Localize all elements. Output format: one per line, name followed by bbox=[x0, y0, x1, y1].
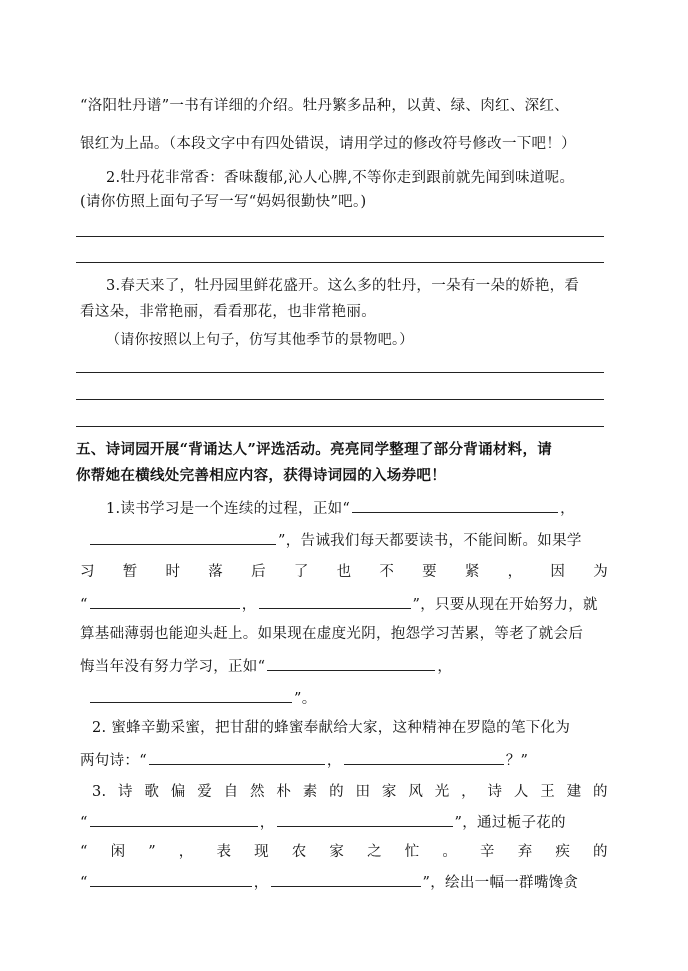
s5q2-text-end: ？” bbox=[505, 753, 529, 769]
s5q3-char: 王 bbox=[540, 784, 556, 800]
s5q3-char: 闲 bbox=[110, 844, 126, 860]
s5q1-line-3 bbox=[80, 562, 608, 582]
s5q1-char: 要 bbox=[422, 564, 437, 580]
s5q2-prompt: 2. 蜜蜂辛勤采蜜，把甘甜的蜂蜜奉献给大家，这种精神在罗隐的笔下化为 bbox=[92, 720, 571, 736]
s5q1-blank-3[interactable] bbox=[90, 594, 240, 609]
s5q3-char: 朴 bbox=[276, 784, 292, 800]
s5q1-blank-4[interactable] bbox=[259, 594, 411, 609]
s5q3-char: “ bbox=[80, 844, 88, 860]
q3-prompt-line-2: 看这朵，非常艳丽，看看那花，也非常艳丽。 bbox=[80, 304, 376, 320]
s5q1-comma: ， bbox=[241, 597, 257, 613]
s5q1-char: 因 bbox=[550, 564, 566, 580]
q3-answer-line-2[interactable] bbox=[76, 399, 604, 400]
s5q1-char: 了 bbox=[293, 564, 309, 580]
s5q1-blank-5[interactable] bbox=[267, 656, 435, 671]
s5q3-char: ， bbox=[178, 844, 194, 860]
q3-instruction: （请你按照以上句子，仿写其他季节的景物吧。） bbox=[106, 332, 414, 348]
s5q1-char: 也 bbox=[336, 564, 352, 580]
s5q3-char: 的 bbox=[593, 784, 608, 800]
s5q3-comma-2: ， bbox=[253, 875, 269, 891]
s5q1-line-4 bbox=[80, 594, 598, 615]
s5q1-blank-1[interactable] bbox=[352, 498, 558, 513]
s5q3-open-quote-2: “ bbox=[80, 875, 88, 891]
s5q3-char: 疾 bbox=[555, 844, 571, 860]
s5q3-char: 自 bbox=[223, 784, 239, 800]
s5q3-char: 素 bbox=[302, 784, 318, 800]
s5q1-blank-2[interactable] bbox=[90, 530, 276, 545]
s5q1-text-a: 1.读书学习是一个连续的过程，正如“ bbox=[106, 501, 351, 517]
s5q3-char: 建 bbox=[566, 784, 582, 800]
s5q1-char: 后 bbox=[251, 564, 266, 580]
s5q3-char: 忙 bbox=[404, 844, 420, 860]
s5q1-char: 为 bbox=[593, 564, 608, 580]
s5q1-line-5: 算基础薄弱也能迎头赶上。如果现在虚度光阴，抱怨学习苦累，等老了就会后 bbox=[80, 626, 584, 642]
s5q3-char: 光 bbox=[434, 784, 450, 800]
s5q2-blank-2[interactable] bbox=[344, 750, 504, 765]
s5q3-char: 田 bbox=[355, 784, 371, 800]
s5q3-comma: ， bbox=[259, 815, 275, 831]
s5q3-char: ， bbox=[461, 784, 476, 800]
s5q3-char: 。 bbox=[442, 844, 458, 860]
s5q3-char: 歌 bbox=[144, 784, 160, 800]
q3-answer-line-3[interactable] bbox=[76, 426, 604, 427]
s5q3-text-end-2: ”，绘出一幅一群嘴馋贪 bbox=[422, 875, 579, 891]
q2-prompt: 2.牡丹花非常香：香味馥郁,沁人心脾,不等你走到跟前就先闻到味道呢。 bbox=[106, 170, 575, 186]
s5q3-char: ” bbox=[148, 844, 156, 860]
s5q3-char: 诗 bbox=[487, 784, 503, 800]
s5q1-text-d-end: ”，只要从现在开始努力，就 bbox=[412, 597, 598, 613]
s5q2-text-start: 两句诗：“ bbox=[80, 753, 147, 769]
s5q3-char: 的 bbox=[329, 784, 344, 800]
passage-line-2: 银红为上品。（本段文字中有四处错误，请用学过的修改符号修改一下吧！） bbox=[80, 136, 576, 152]
section-5-title-line-1: 五、诗词园开展“背诵达人”评选活动。亮亮同学整理了部分背诵材料，请 bbox=[76, 441, 553, 458]
q2-instruction: (请你仿照上面句子写一写“妈妈很勤快”吧。) bbox=[80, 194, 367, 210]
s5q3-char: 爱 bbox=[197, 784, 212, 800]
s5q1-char: 习 bbox=[80, 564, 95, 580]
s5q1-blank-6[interactable] bbox=[90, 688, 292, 703]
q2-answer-line-1[interactable] bbox=[76, 236, 604, 237]
s5q3-char: 辛 bbox=[480, 844, 495, 860]
s5q1-char: 紧 bbox=[464, 564, 480, 580]
s5q1-line-1 bbox=[106, 498, 575, 519]
s5q1-comma-2: ， bbox=[437, 659, 453, 675]
s5q3-char: 现 bbox=[254, 844, 269, 860]
s5q1-char: 落 bbox=[208, 564, 224, 580]
s5q1-line-6 bbox=[80, 656, 452, 677]
section-5-title-line-2: 你帮她在横线处完善相应内容，获得诗词园的入场券吧！ bbox=[76, 467, 446, 484]
s5q1-text-g-end: ”。 bbox=[294, 691, 317, 707]
s5q3-text-end: ”，通过栀子花的 bbox=[454, 815, 566, 831]
q2-answer-line-2[interactable] bbox=[76, 262, 604, 263]
s5q3-open-quote: “ bbox=[80, 815, 88, 831]
s5q3-char: 的 bbox=[593, 844, 608, 860]
s5q1-text-f: 悔当年没有努力学习，正如“ bbox=[80, 659, 266, 675]
s5q1-char: ， bbox=[507, 564, 523, 580]
s5q3-char: 家 bbox=[329, 844, 345, 860]
s5q1-line-2 bbox=[88, 530, 582, 551]
s5q3-char: 偏 bbox=[170, 784, 186, 800]
s5q3-char: 之 bbox=[367, 844, 382, 860]
s5q1-text-a-end: ， bbox=[560, 501, 575, 517]
s5q2-comma: ， bbox=[326, 753, 342, 769]
s5q1-char: 不 bbox=[379, 564, 395, 580]
s5q1-open-quote: “ bbox=[80, 597, 88, 613]
s5q3-char: 表 bbox=[216, 844, 232, 860]
s5q3-blank-4[interactable] bbox=[271, 872, 421, 887]
s5q3-blank-2[interactable] bbox=[277, 812, 453, 827]
s5q3-char: 诗 bbox=[118, 784, 133, 800]
s5q1-text-b-end: ”，告诫我们每天都要读书，不能间断。如果学 bbox=[278, 533, 582, 549]
s5q3-line-4 bbox=[80, 872, 578, 893]
s5q3-char: 风 bbox=[408, 784, 424, 800]
s5q3-char: 然 bbox=[249, 784, 265, 800]
q3-prompt-line-1: 3.春天来了，牡丹园里鲜花盛开。这么多的牡丹，一朵有一朵的娇艳，看 bbox=[106, 278, 580, 294]
s5q3-line-1 bbox=[92, 782, 608, 802]
s5q1-char: 暂 bbox=[122, 564, 138, 580]
s5q3-blank-1[interactable] bbox=[90, 812, 258, 827]
s5q3-char: 人 bbox=[513, 784, 529, 800]
passage-line-1: “洛阳牡丹谱”一书有详细的介绍。牡丹繁多品种，以黄、绿、肉红、深红、 bbox=[80, 98, 570, 114]
q3-answer-line-1[interactable] bbox=[76, 372, 604, 373]
s5q3-char: 家 bbox=[381, 784, 397, 800]
s5q1-line-7 bbox=[88, 688, 317, 709]
s5q3-char: 3. bbox=[92, 784, 107, 800]
s5q3-line-2 bbox=[80, 812, 566, 833]
s5q1-char: 时 bbox=[165, 564, 181, 580]
s5q2-blank-1[interactable] bbox=[149, 750, 325, 765]
s5q3-char: 农 bbox=[291, 844, 307, 860]
s5q2-line-2 bbox=[80, 750, 528, 771]
s5q3-blank-3[interactable] bbox=[90, 872, 252, 887]
s5q3-line-3 bbox=[80, 842, 608, 862]
s5q3-char: 弃 bbox=[517, 844, 533, 860]
